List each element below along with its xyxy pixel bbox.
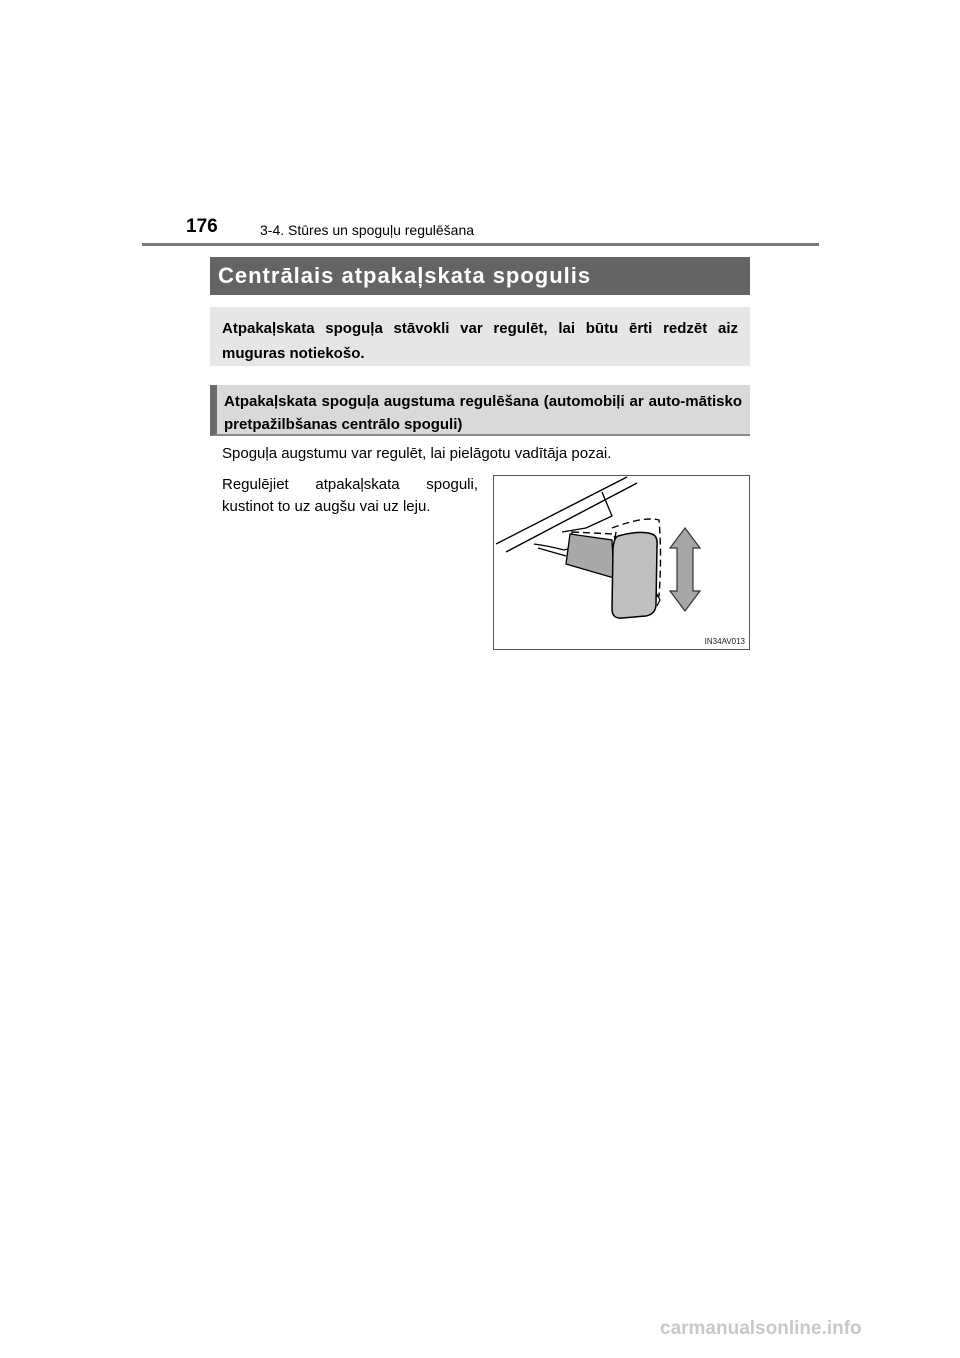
figure-code: IN34AV013 [704, 637, 745, 646]
subsection-body: Spoguļa augstumu var regulēt, lai pielāgotu vadītāja pozai. [222, 445, 612, 462]
mirror-illustration [493, 475, 750, 650]
watermark: carmanualsonline.info [660, 1318, 862, 1339]
section-title: 3-4. Stūres un spoguļu regulēšana [260, 222, 475, 238]
up-down-arrow-icon [670, 528, 700, 611]
instruction-text: Regulējiet atpakaļskata spoguli, kustinot to uz augšu vai uz leju. [222, 476, 478, 515]
page-number: 176 [186, 216, 218, 237]
intro-box [210, 307, 750, 366]
mirror-arm [566, 534, 614, 578]
rear-view-mirror-icon [612, 532, 657, 618]
main-heading [210, 257, 750, 295]
main-heading-text: Centrālais atpakaļskata spogulis [218, 263, 592, 288]
intro-text: Atpakaļskata spoguļa stāvokli var regulēt, lai būtu ērti redzēt aiz muguras notiekošo. [222, 320, 738, 362]
mirror-drawing [494, 476, 749, 649]
subsection-heading [210, 385, 750, 436]
header-divider [142, 243, 819, 246]
subsection-heading-text: Atpakaļskata spoguļa augstuma regulēšana (automobiļi ar auto-mātisko pretpažilbšanas centrālo spoguli) [224, 393, 742, 433]
